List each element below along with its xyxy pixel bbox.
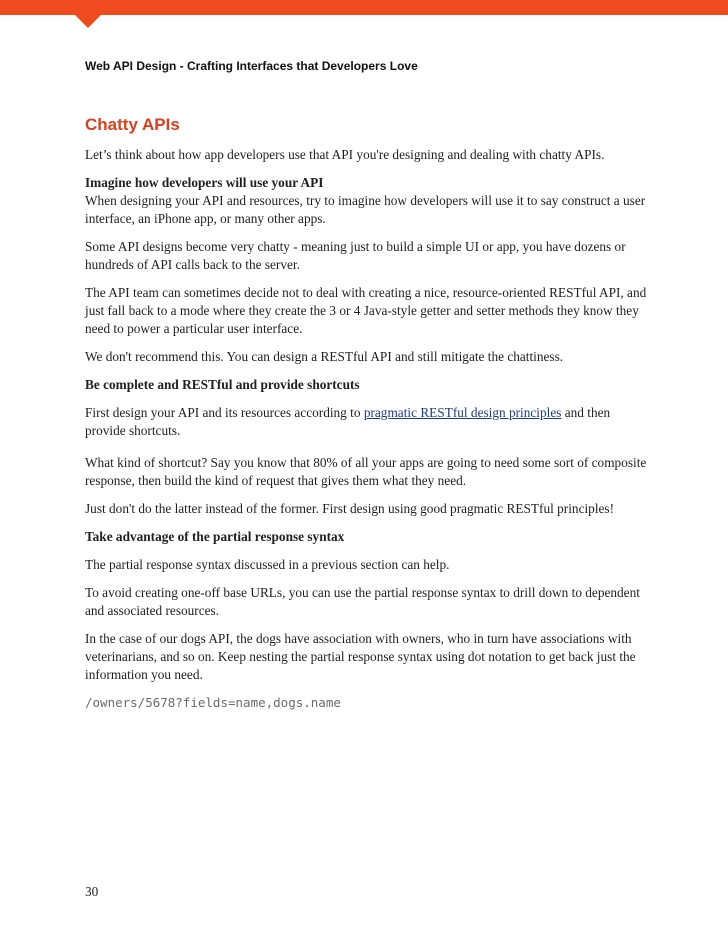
- shortcut-paragraph: What kind of shortcut? Say you know that 80% of all your apps are going to need some sort of composite response, then build the kind of request that gives them what they need.: [85, 455, 647, 488]
- complete-text-before: First design your API and its resources according to: [85, 405, 364, 420]
- complete-paragraph: [85, 404, 650, 440]
- partial-paragraph-2: To avoid creating one-off base URLs, you can use the partial response syntax to drill down to dependent and associated resources.: [85, 585, 640, 618]
- top-accent-bar: [0, 0, 728, 15]
- partial-paragraph-1: The partial response syntax discussed in a previous section can help.: [85, 557, 450, 572]
- latter-paragraph: Just don't do the latter instead of the former. First design using good pragmatic RESTful principles!: [85, 501, 615, 516]
- section-title: Chatty APIs: [85, 115, 180, 134]
- imagine-heading: Imagine how developers will use your API: [85, 175, 324, 190]
- intro-paragraph: Let’s think about how app developers use that API you're designing and dealing with chatty APIs.: [85, 147, 605, 162]
- imagine-paragraph: [85, 174, 650, 228]
- team-paragraph: The API team can sometimes decide not to deal with creating a nice, resource-oriented RESTful API, and just fall back to a mode where they create the 3 or 4 Java-style getter and setter methods they know they need to power a particular user interface.: [85, 285, 647, 336]
- complete-heading: Be complete and RESTful and provide shortcuts: [85, 377, 360, 392]
- page-number: 30: [85, 884, 99, 899]
- recommend-paragraph: We don't recommend this. You can design a RESTful API and still mitigate the chattiness.: [85, 349, 564, 364]
- partial-paragraph-3: In the case of our dogs API, the dogs have association with owners, who in turn have associations with veterinarians, and so on. Keep nesting the partial response syntax using dot notation to get back just the information you need.: [85, 631, 636, 682]
- code-example: /owners/5678?fields=name,dogs.name: [85, 695, 341, 710]
- partial-heading: Take advantage of the partial response syntax: [85, 529, 345, 544]
- page-content: [85, 114, 650, 712]
- chatty-paragraph: Some API designs become very chatty - meaning just to build a simple UI or app, you have dozens or hundreds of API calls back to the server.: [85, 239, 626, 272]
- pragmatic-restful-link[interactable]: pragmatic RESTful design principles: [363, 405, 562, 420]
- imagine-text: When designing your API and resources, try to imagine how developers will use it to say construct a user interface, an iPhone app, or many other apps.: [85, 193, 646, 226]
- complete-text-after: and then provide shortcuts.: [85, 405, 611, 438]
- accent-notch: [74, 14, 102, 28]
- running-header: Web API Design - Crafting Interfaces that Developers Love: [85, 59, 418, 73]
